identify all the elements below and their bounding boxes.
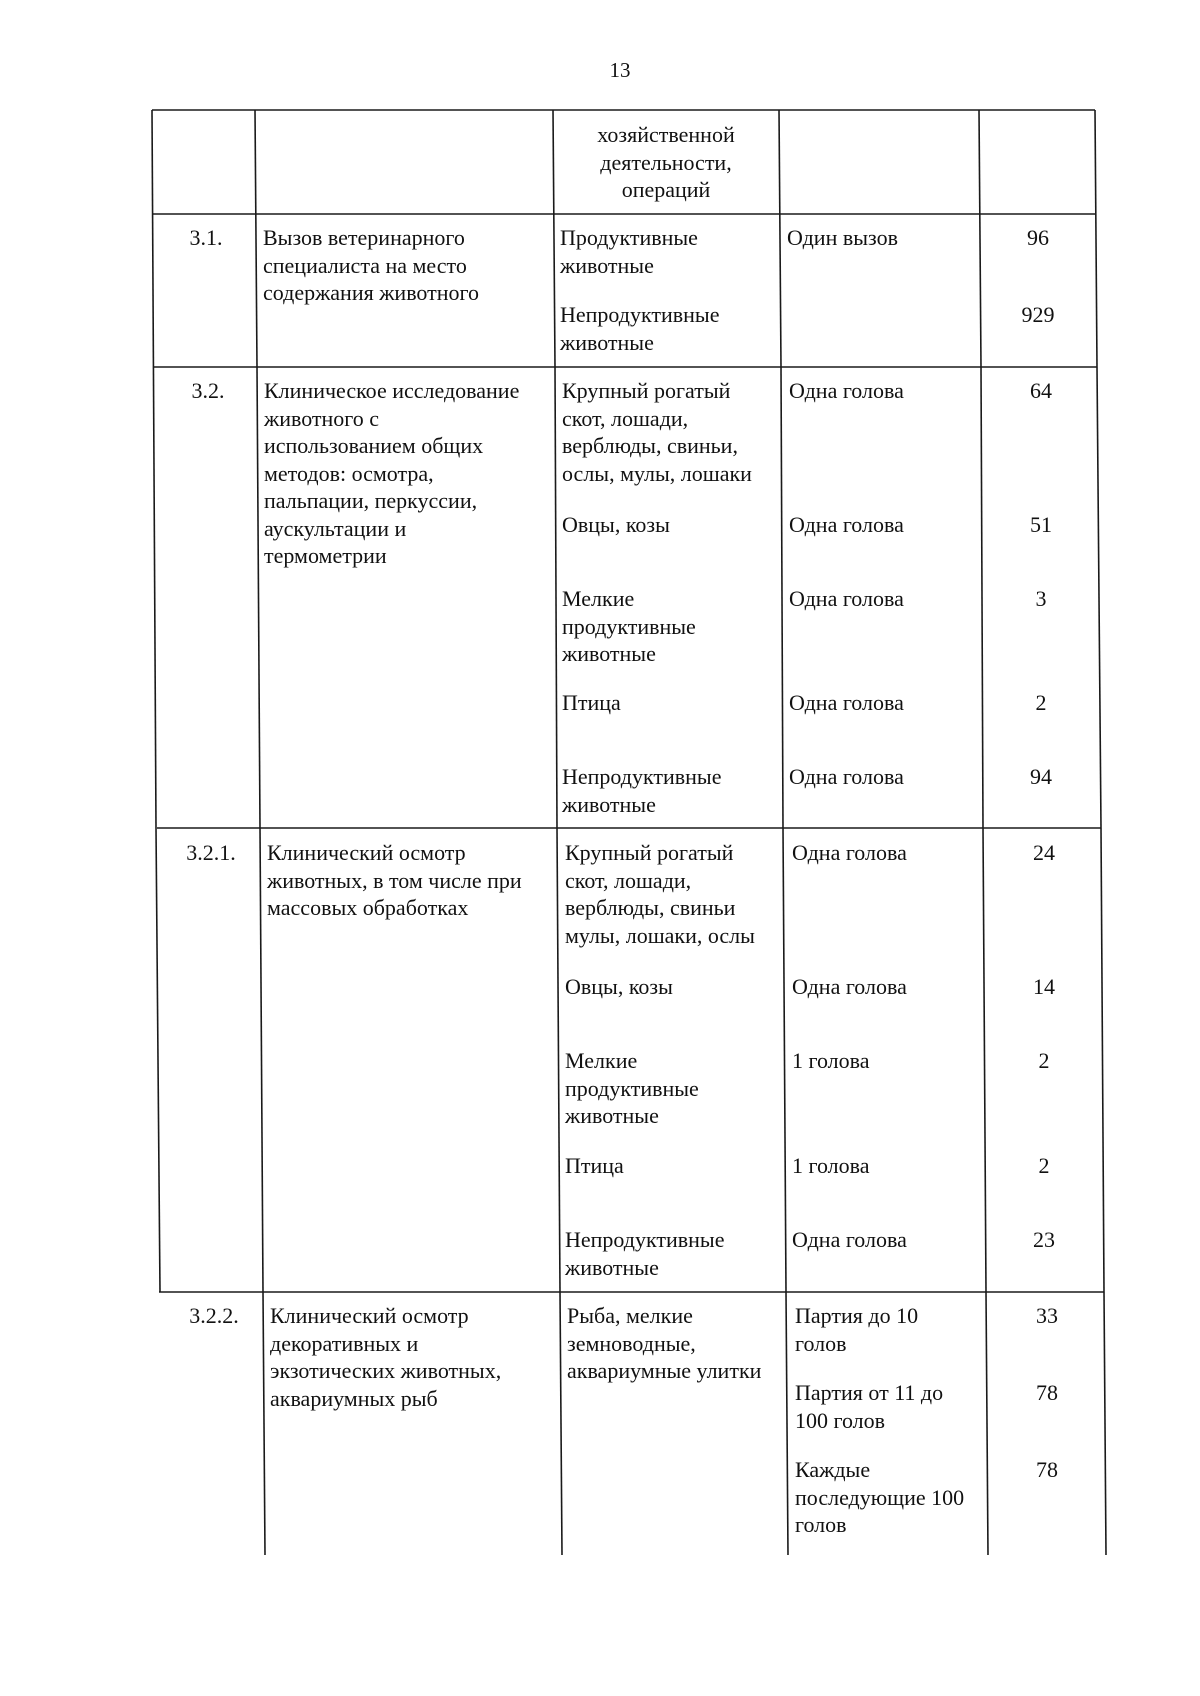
row-3-2-unit-2: Одна голова [789, 586, 904, 611]
row-3-1-unit-0: Один вызов [787, 225, 898, 250]
row-3-2-1-price-0: 24 [1033, 840, 1055, 865]
row-3-2-1-unit-1: Одна голова [792, 974, 907, 999]
row-3-2-unit-3: Одна голова [789, 690, 904, 715]
row-3-2-1-type-3: Птица [565, 1153, 624, 1178]
row-3-2-1-code: 3.2.1. [186, 840, 236, 865]
row-3-2-unit-4: Одна голова [789, 764, 904, 789]
row-3-2-code: 3.2. [191, 378, 225, 403]
row-3-2-2-type-0: Рыба, мелкие земноводные, аквариумные улитки [567, 1303, 762, 1383]
row-3-1-type-1: Непродуктивные животные [560, 302, 720, 355]
row-3-2-1-type-4: Непродуктивные животные [565, 1227, 725, 1280]
row-3-2-1-type-1: Овцы, козы [565, 974, 673, 999]
row-3-2-1-price-1: 14 [1033, 974, 1055, 999]
row-3-2-price-0: 64 [1030, 378, 1052, 403]
row-3-2-1-unit-2: 1 голова [792, 1048, 870, 1073]
row-3-2-1-unit-4: Одна голова [792, 1227, 907, 1252]
row-3-1-price-1: 929 [1021, 302, 1055, 327]
row-3-2-2-price-2: 78 [1036, 1457, 1058, 1482]
row-3-2-2-name: Клинический осмотр декоративных и экзотических животных, аквариумных рыб [270, 1303, 502, 1411]
row-3-2-1-price-2: 2 [1038, 1048, 1050, 1073]
row-3-2-type-0: Крупный рогатый скот, лошади, верблюды, свиньи, ослы, мулы, лошаки [562, 378, 752, 486]
row-3-1-name: Вызов ветеринарного специалиста на место содержания животного [263, 225, 480, 305]
row-3-2-1-price-3: 2 [1038, 1153, 1050, 1178]
row-3-2-1-unit-3: 1 голова [792, 1153, 870, 1178]
row-3-1-price-0: 96 [1027, 225, 1049, 250]
page-number: 13 [609, 58, 631, 82]
row-3-2-1-name: Клинический осмотр животных, в том числе при массовых обработках [267, 840, 522, 920]
row-3-2-name: Клиническое исследование животного с использованием общих методов: осмотра, пальпации, перкуссии, аускультации и термометрии [264, 378, 520, 568]
row-3-2-2-unit-2: Каждые последующие 100 голов [795, 1457, 965, 1537]
row-3-2-1-type-0: Крупный рогатый скот, лошади, верблюды, свиньи мулы, лошаки, ослы [565, 840, 755, 948]
row-3-2-price-1: 51 [1030, 512, 1052, 537]
row-3-1-type-0: Продуктивные животные [560, 225, 698, 278]
row-3-2-2-unit-1: Партия от 11 до 100 голов [795, 1380, 944, 1433]
row-3-2-1-unit-0: Одна голова [792, 840, 907, 865]
row-3-2-unit-0: Одна голова [789, 378, 904, 403]
row-3-2-2-price-0: 33 [1036, 1303, 1058, 1328]
row-3-2-2-unit-0: Партия до 10 голов [795, 1303, 919, 1356]
header-type-col-tail: хозяйственной деятельности, операций [597, 122, 735, 202]
row-3-2-price-3: 2 [1035, 690, 1047, 715]
row-3-2-1-price-4: 23 [1033, 1227, 1055, 1252]
row-3-2-price-4: 94 [1030, 764, 1052, 789]
row-3-2-2-price-1: 78 [1036, 1380, 1058, 1405]
row-3-2-unit-1: Одна голова [789, 512, 904, 537]
row-3-2-type-4: Непродуктивные животные [562, 764, 722, 817]
row-3-1-code: 3.1. [189, 225, 223, 250]
row-3-2-2-code: 3.2.2. [189, 1303, 239, 1328]
row-3-2-type-2: Мелкие продуктивные животные [562, 586, 696, 666]
row-3-2-1-type-2: Мелкие продуктивные животные [565, 1048, 699, 1128]
row-3-2-type-1: Овцы, козы [562, 512, 670, 537]
row-3-2-type-3: Птица [562, 690, 621, 715]
row-3-2-price-2: 3 [1035, 586, 1047, 611]
